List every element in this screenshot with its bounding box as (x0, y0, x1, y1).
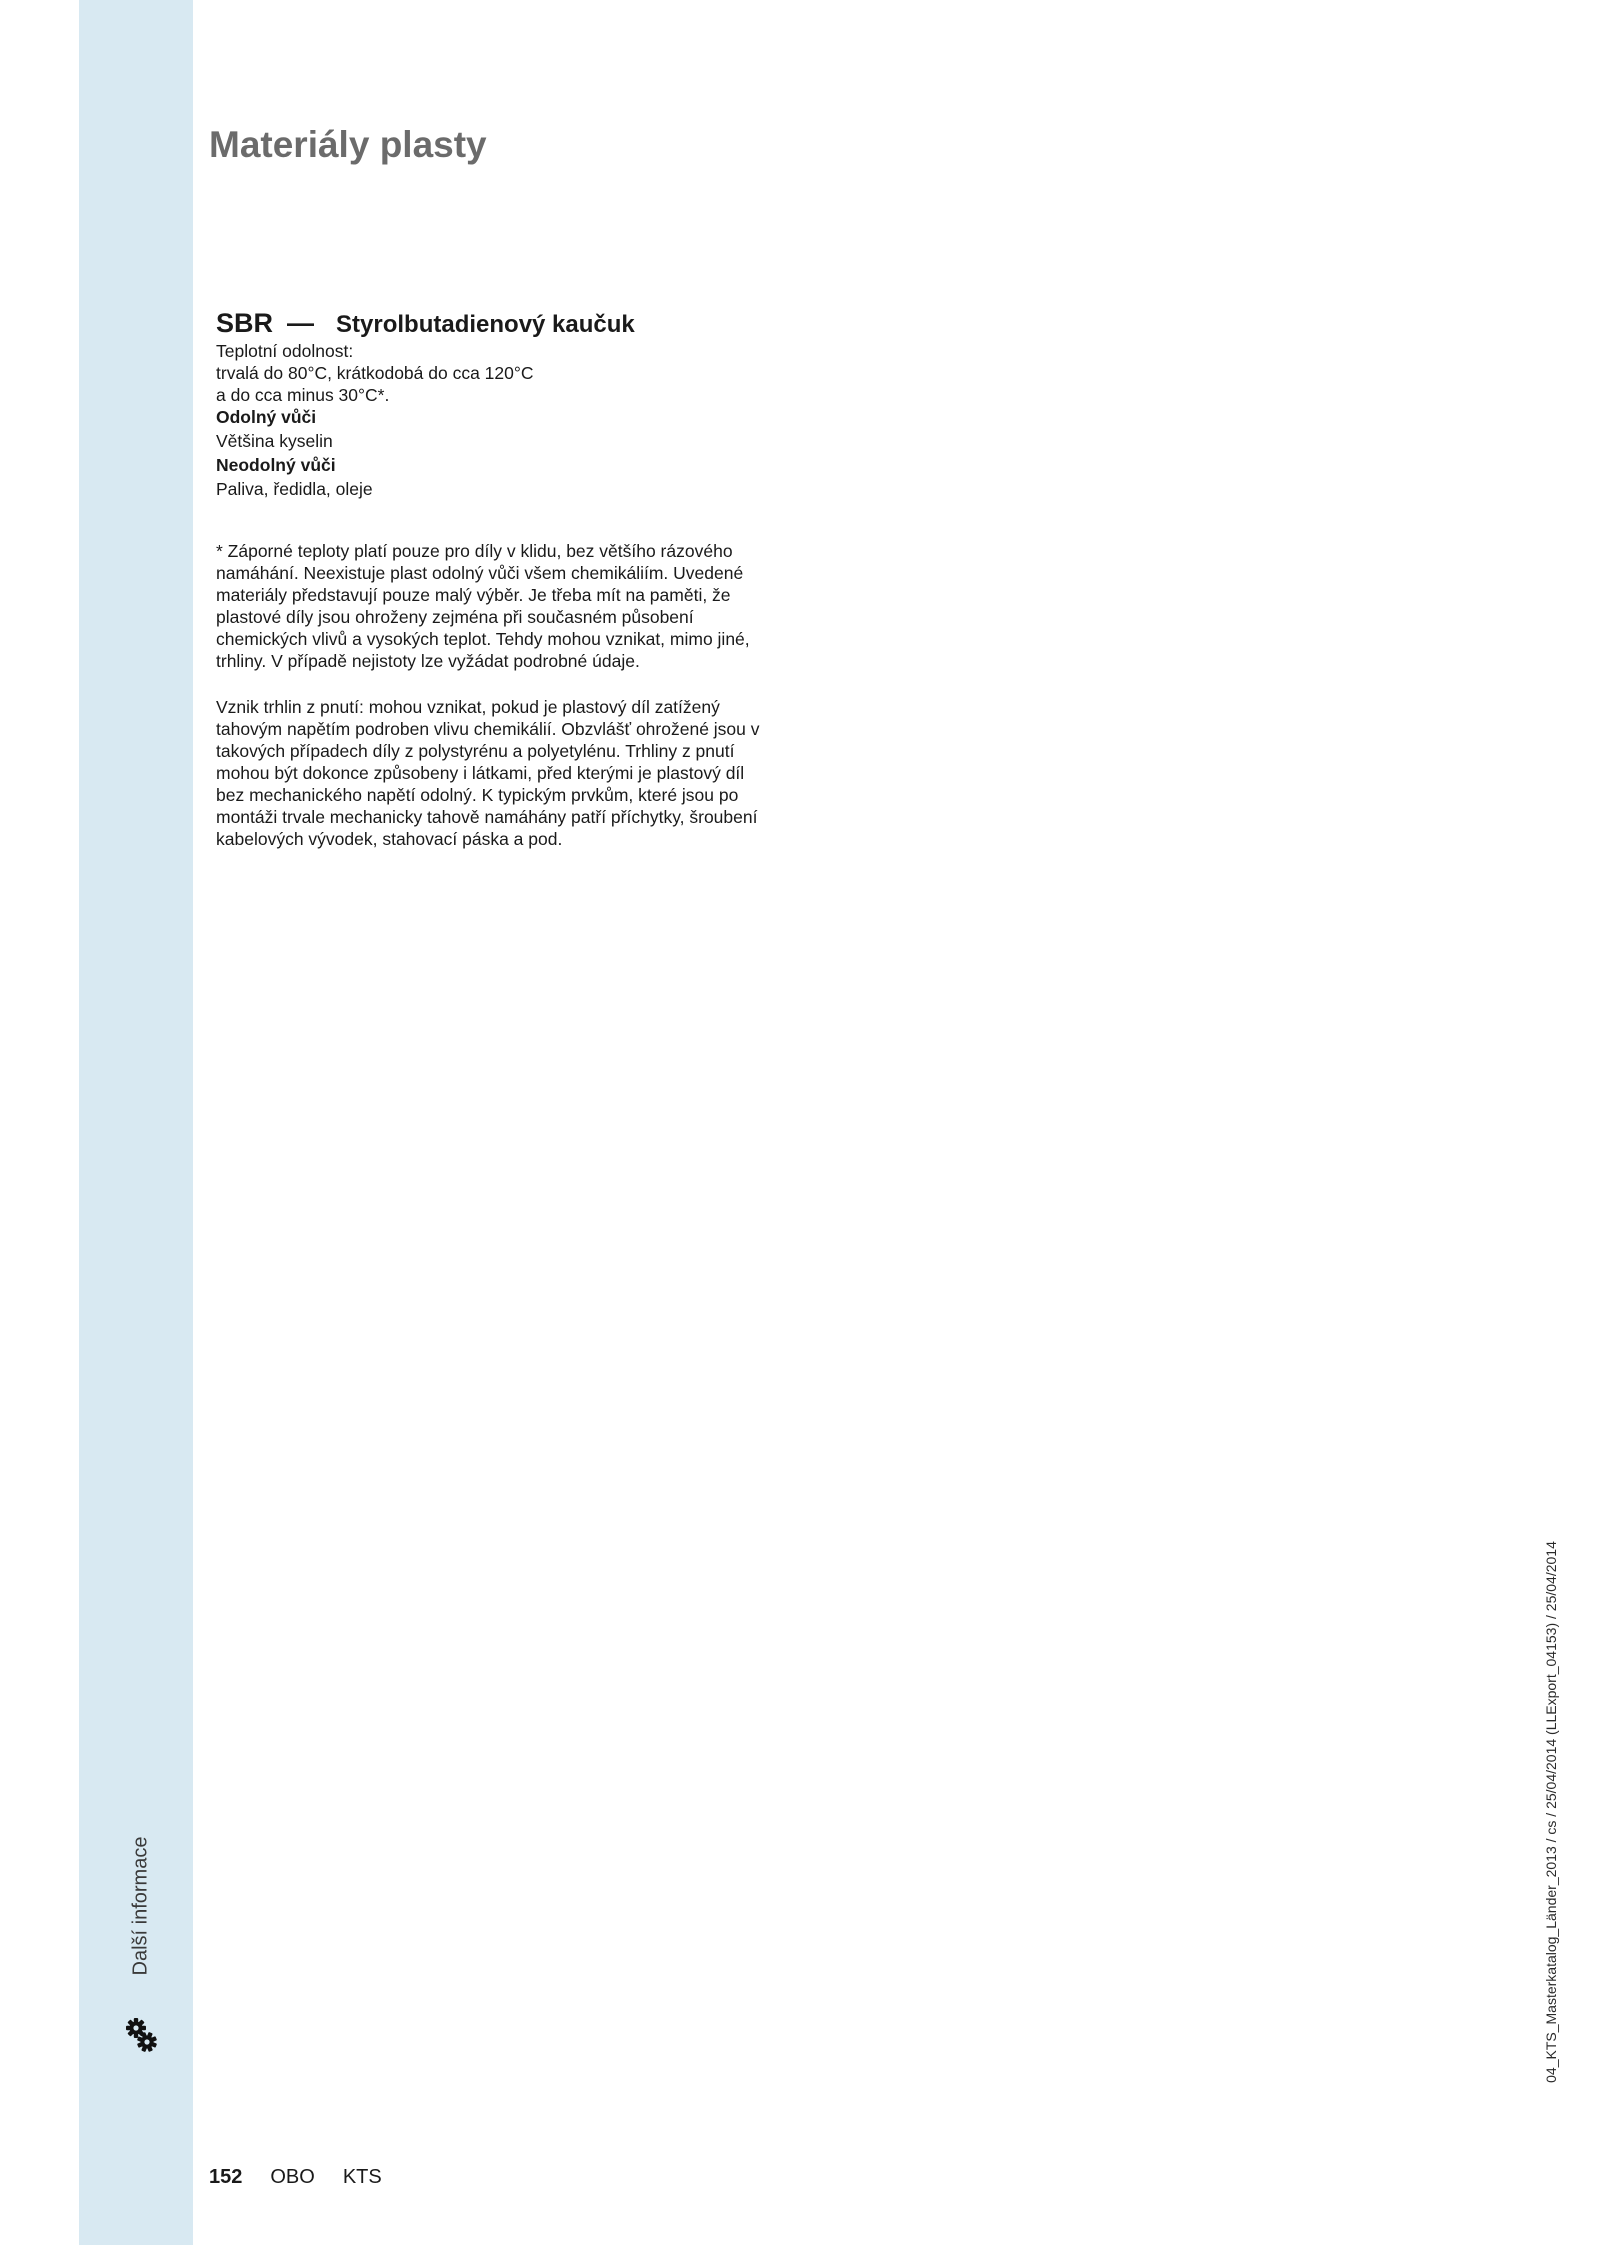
note-line: * Záporné teploty platí pouze pro díly v klidu, bez většího rázového (216, 541, 733, 561)
page-footer (209, 2166, 382, 2189)
note-line: plastové díly jsou ohroženy zejména při současném působení (216, 607, 694, 627)
page-title: Materiály plasty (209, 124, 487, 165)
non-resistant-label: Neodolný vůči (216, 455, 336, 475)
temperature-line: a do cca minus 30°C*. (216, 385, 390, 405)
paragraph-line: mohou být dokonce způsobeny i látkami, před kterými je plastový díl (216, 763, 745, 783)
note-line: chemických vlivů a vysokých teplot. Tehdy mohou vznikat, mimo jiné, (216, 629, 750, 649)
paragraph-line: montáži trvale mechanicky tahově namáhány patří příchytky, šroubení (216, 807, 758, 827)
paragraph-line: tahovým napětím podroben vlivu chemikálií. Obzvlášť ohrožené jsou v (216, 719, 760, 739)
product-name: KTS (342, 2166, 382, 2188)
material-code: SBR (216, 308, 274, 338)
stress-crack-paragraph (216, 696, 816, 850)
page-number: 152 (209, 2166, 243, 2188)
gear-icon (124, 2015, 160, 2055)
note-paragraph (216, 540, 816, 672)
resistant-value: Většina kyselin (216, 431, 333, 451)
temperature-line: trvalá do 80°C, krátkodobá do cca 120°C (216, 363, 534, 383)
material-heading (216, 306, 816, 340)
note-line: namáhání. Neexistuje plast odolný vůči všem chemikáliím. Uvedené (216, 563, 744, 583)
resistant-label: Odolný vůči (216, 407, 317, 427)
paragraph-line: Vznik trhlin z pnutí: mohou vznikat, pokud je plastový díl zatížený (216, 697, 720, 717)
section-label: Další informace (129, 1836, 152, 1976)
non-resistant-value: Paliva, ředidla, oleje (216, 479, 373, 499)
paragraph-line: kabelových vývodek, stahovací páska a pod. (216, 829, 563, 849)
material-section (216, 306, 816, 850)
paragraph-line: takových případech díly z polystyrénu a polyetylénu. Trhliny z pnutí (216, 741, 735, 761)
material-name: Styrolbutadienový kaučuk (336, 311, 635, 338)
note-line: trhliny. V případě nejistoty lze vyžádat podrobné údaje. (216, 651, 640, 671)
note-line: materiály představují pouze malý výběr. Je třeba mít na paměti, že (216, 585, 731, 605)
export-info: 04_KTS_Masterkatalog_Länder_2013 / cs / 25/04/2014 (LLExport_04153) / 25/04/2014 (1543, 1541, 1559, 2083)
heading-dash: — (287, 308, 315, 338)
paragraph-line: bez mechanického napětí odolný. K typickým prvkům, které jsou po (216, 785, 739, 805)
temperature-label: Teplotní odolnost: (216, 341, 354, 361)
brand-name: OBO (270, 2166, 315, 2188)
